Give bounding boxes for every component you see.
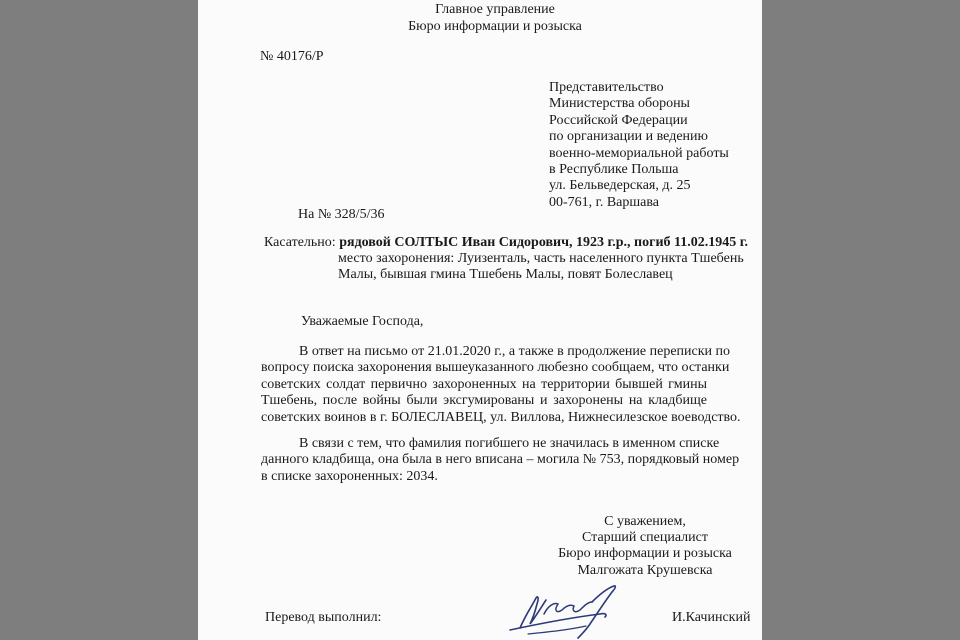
header-line-1: Главное управление: [435, 2, 555, 17]
paragraph-line: Тшебень, после войны были эксгумированы и захоронены на кладбище: [261, 393, 707, 409]
paragraph-2: [261, 436, 740, 485]
recipient-line: по организации и ведению: [549, 129, 708, 145]
recipient-line: Российской Федерации: [549, 112, 688, 128]
left-margin-backdrop: [0, 0, 198, 640]
subject-detail-line: место захоронения: Луизенталь, часть населенного пункта Тшебень: [338, 251, 744, 266]
paragraph-1: [261, 344, 741, 426]
translation-label: Перевод выполнил:: [265, 610, 382, 625]
header-line-2: Бюро информации и розыска: [408, 19, 582, 34]
subject-detail-line: Малы, бывшая гмина Тшебень Малы, повят Болеславец: [338, 267, 673, 282]
recipient-line: в Республике Польша: [549, 162, 679, 178]
right-margin-backdrop: [762, 0, 960, 640]
subject-label: Касательно:: [264, 235, 336, 250]
translator-name: И.Качинский: [672, 610, 751, 625]
reference-number: На № 328/5/36: [298, 207, 385, 222]
greeting: Уважаемые Господа,: [301, 314, 424, 329]
paragraph-line: советских воинов в г. БОЛЕСЛАВЕЦ, ул. Виллова, Нижнесилезское воеводство.: [261, 409, 741, 425]
closing-regards: С уважением,: [604, 514, 686, 529]
paragraph-line: в списке захороненных: 2034.: [261, 468, 438, 484]
paragraph-line: вопросу поиска захоронения вышеуказанного любезно сообщаем, что останки: [261, 360, 730, 376]
recipient-line: ул. Бельведерская, д. 25: [549, 178, 691, 194]
paragraph-line: данного кладбища, она была в него вписана – могила № 753, порядковый номер: [261, 452, 740, 468]
recipient-line: 00-761, г. Варшава: [549, 194, 660, 210]
recipient-address: [549, 80, 729, 211]
letter-page: [198, 0, 762, 640]
recipient-line: Министерства обороны: [549, 96, 690, 112]
paragraph-line: советских солдат первично захороненных на территории бывшей гмины: [261, 376, 707, 392]
closing-office: Бюро информации и розыска: [558, 546, 732, 562]
recipient-line: военно-мемориальной работы: [549, 145, 729, 161]
subject-title: рядовой СОЛТЫС Иван Сидорович, 1923 г.р., погиб 11.02.1945 г.: [339, 235, 749, 250]
recipient-line: Представительство: [549, 80, 664, 95]
closing-position: Старший специалист: [582, 530, 708, 546]
subject-block: [264, 235, 748, 283]
closing-block: [550, 514, 740, 579]
document-number: № 40176/Р: [260, 49, 324, 64]
paragraph-line: В ответ на письмо от 21.01.2020 г., а также в продолжение переписки по: [299, 344, 731, 359]
closing-name: Малгожата Крушевска: [577, 562, 713, 578]
paragraph-line: В связи с тем, что фамилия погибшего не значилась в именном списке: [299, 436, 720, 451]
handwritten-signature: [508, 584, 628, 640]
